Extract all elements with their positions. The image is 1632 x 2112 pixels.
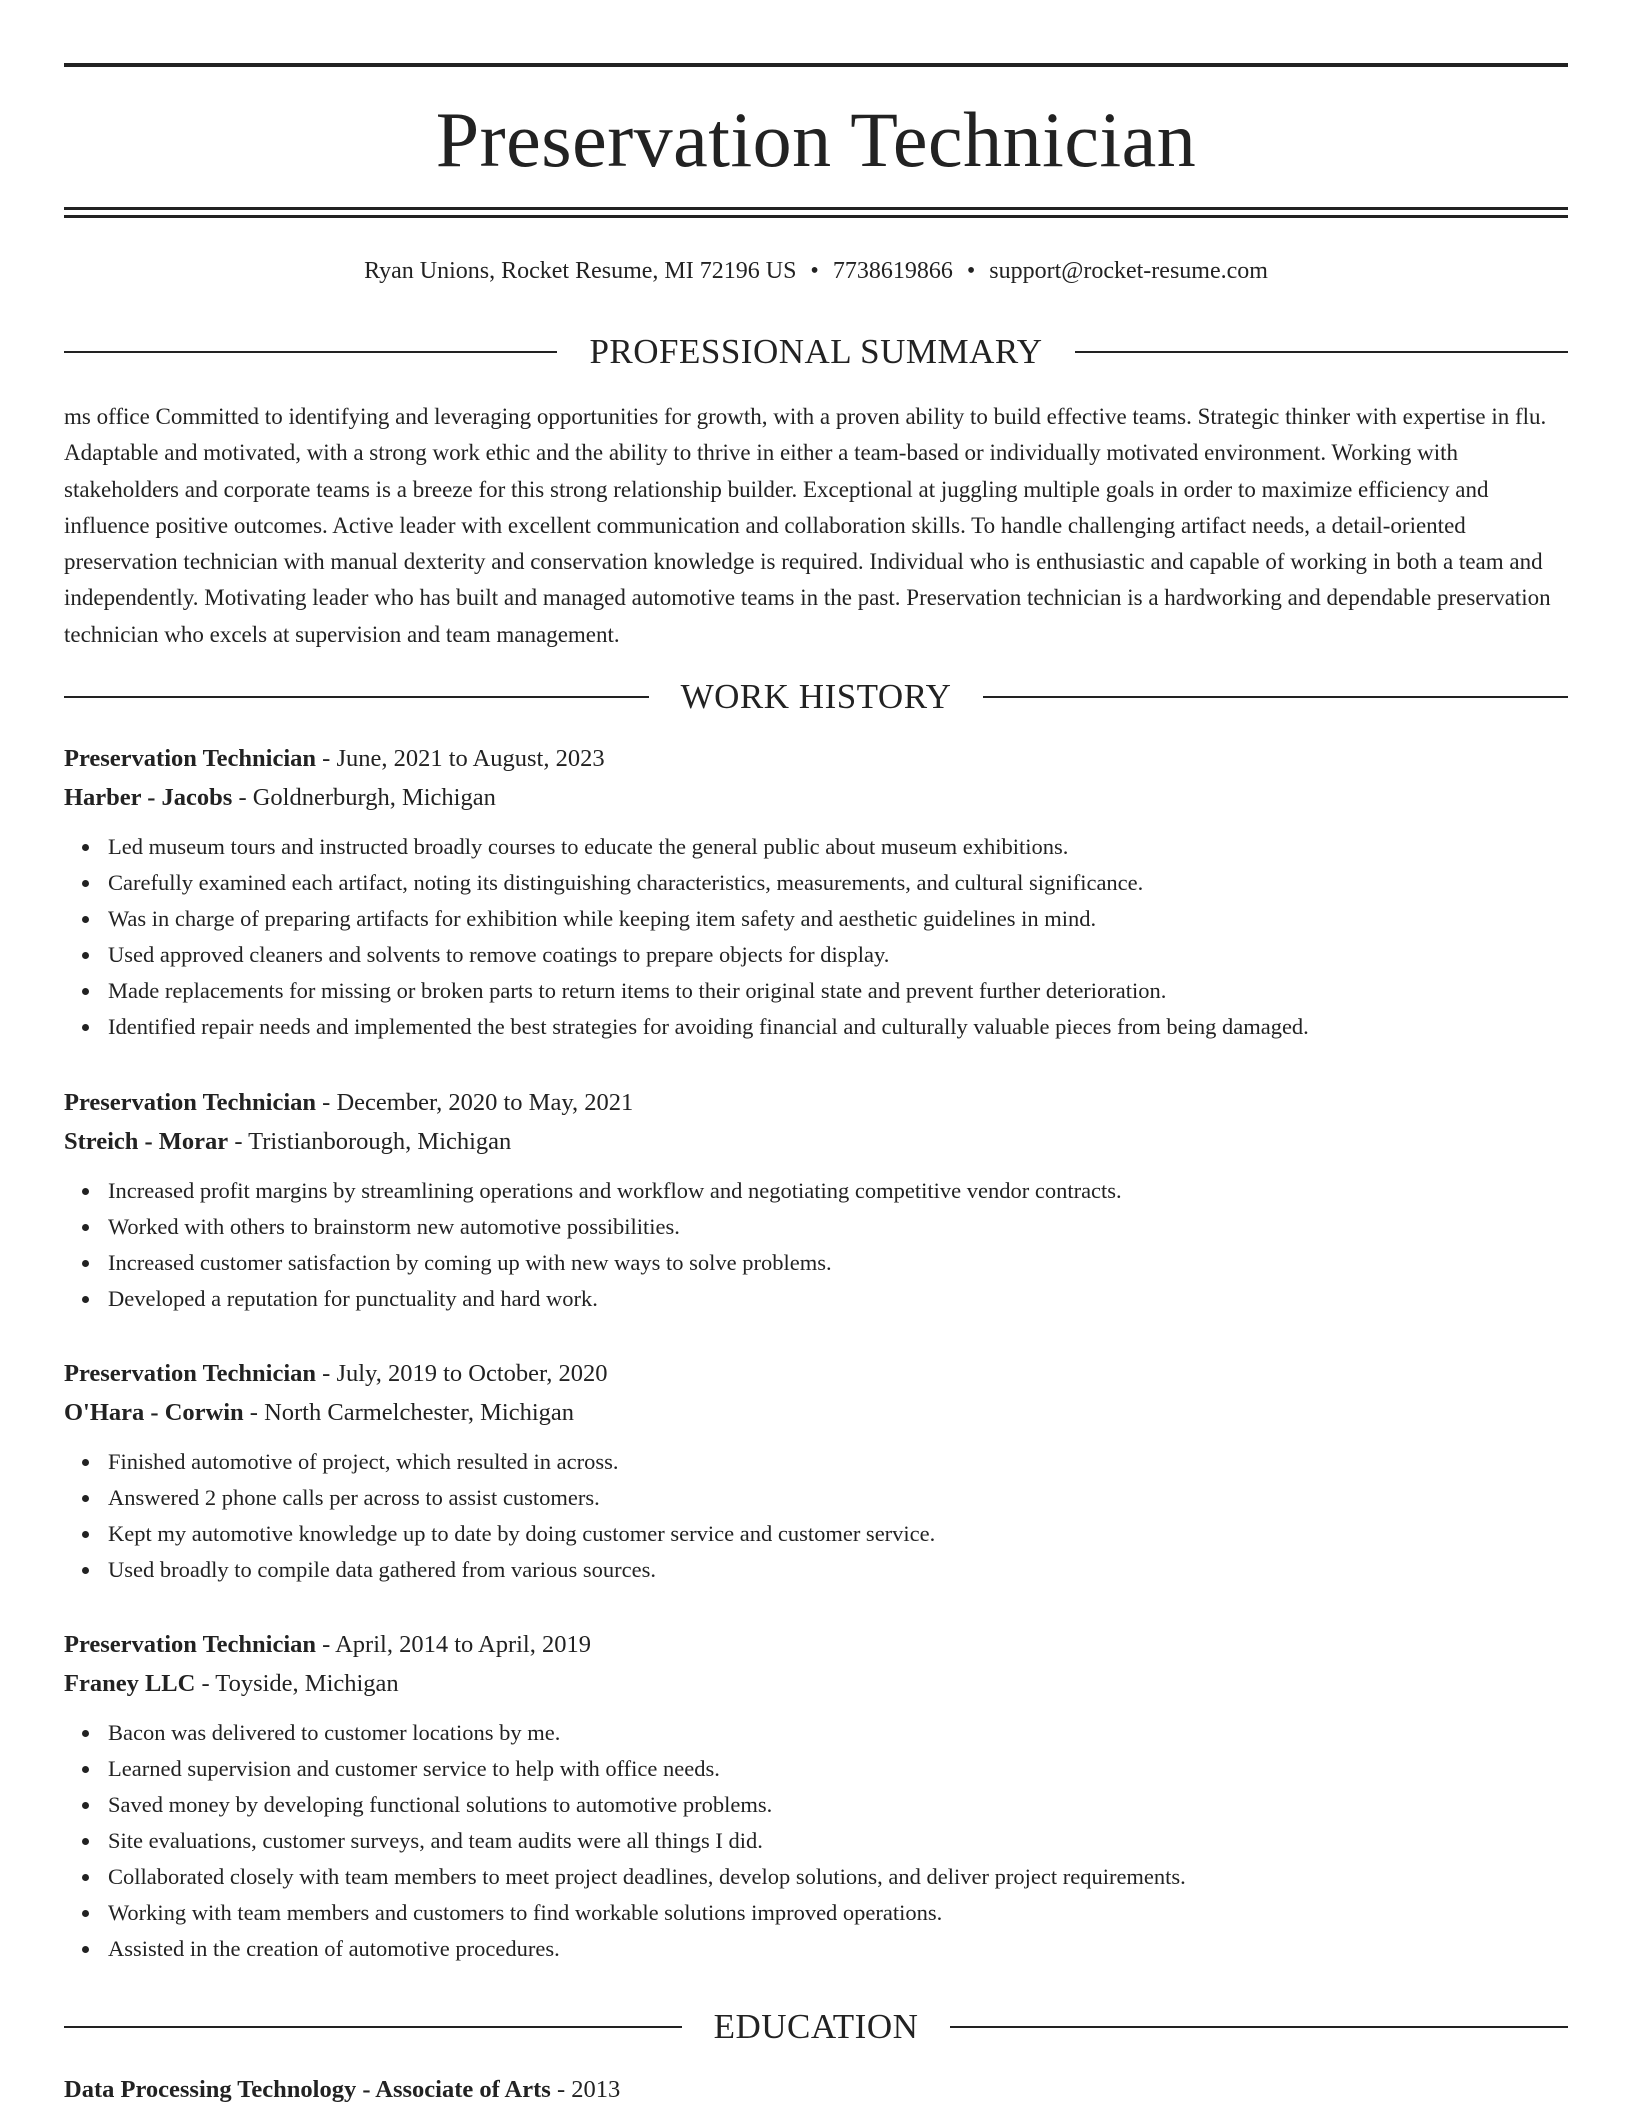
job-company-line [64,1394,1568,1433]
job-bullet-item: Kept my automotive knowledge up to date by doing customer service and customer service. [108,1516,1568,1552]
job-bullet-item: Learned supervision and customer service to help with office needs. [108,1751,1568,1787]
job-company: Streich - Morar [64,1127,229,1155]
job-bullet-item: Bacon was delivered to customer locations by me. [108,1715,1568,1751]
job-bullet-list [64,1715,1568,1967]
professional-summary-text: ms office Committed to identifying and leveraging opportunities for growth, with a proven ability to build effective teams. Strategic thinker with expertise in flu. Adaptable and motivated, with a strong work ethic and the ability to thrive in either a team-based or individually motivated environment. Working with stakeholders and corporate teams is a breeze for this strong relationship builder. Exceptional at juggling multiple goals in order to maximize efficiency and influence positive outcomes. Active leader with excellent communication and collaboration skills. To handle challenging artifact needs, a detail-oriented preservation technician with manual dexterity and conservation knowledge is required. Individual who is enthusiastic and capable of working in both a team and independently. Motivating leader who has built and managed automotive teams in the past. Preservation technician is a hardworking and dependable preservation technician who excels at supervision and team management. [64,404,1551,647]
job-bullet-item: Increased profit margins by streamlining operations and workflow and negotiating competitive vendor contracts. [108,1173,1568,1209]
job-bullet-list [64,1444,1568,1588]
job-company: O'Hara - Corwin [64,1398,244,1426]
job-entry [64,1355,1568,1588]
job-bullet-item: Used approved cleaners and solvents to remove coatings to prepare objects for display. [108,937,1568,973]
contact-separator: • [810,258,819,284]
job-company-line [64,1665,1568,1704]
work-section-heading [64,674,1568,720]
job-bullet-item: Increased customer satisfaction by coming up with new ways to solve problems. [108,1245,1568,1281]
job-dates: - April, 2014 to April, 2019 [316,1631,591,1658]
job-bullet-item: Was in charge of preparing artifacts for exhibition while keeping item safety and aesthetic guidelines in mind. [108,901,1568,937]
job-company: Harber - Jacobs [64,783,233,811]
job-company-line [64,1123,1568,1162]
heading-rule-left [64,696,649,698]
work-heading-label: WORK HISTORY [680,677,952,716]
summary-section-heading [64,329,1568,375]
top-rule [64,63,1568,67]
education-entry [64,2072,1568,2108]
job-bullet-item: Answered 2 phone calls per across to assist customers. [108,1480,1568,1516]
job-entry [64,740,1568,1045]
job-bullet-list [64,829,1568,1045]
job-entry [64,1626,1568,1967]
job-bullet-item: Led museum tours and instructed broadly courses to educate the general public about museum exhibitions. [108,829,1568,865]
resume-title: Preservation Technician [435,96,1197,183]
job-location: - Tristianborough, Michigan [228,1127,512,1155]
job-company-line [64,779,1568,818]
heading-rule-right [1075,351,1568,353]
job-company: Franey LLC [64,1669,196,1697]
contact-separator: • [966,258,976,284]
job-title: Preservation Technician [64,1089,317,1116]
job-bullet-item: Finished automotive of project, which resulted in across. [108,1444,1568,1480]
contact-phone: 7738619866 [832,258,953,284]
job-title: Preservation Technician [64,1631,317,1658]
job-bullet-item: Saved money by developing functional solutions to automotive problems. [108,1787,1568,1823]
heading-rule-left [64,2026,682,2028]
education-year: - 2013 [550,2076,621,2103]
heading-rule-right [950,2026,1568,2028]
summary-heading-label: PROFESSIONAL SUMMARY [589,332,1043,371]
job-bullet-item: Collaborated closely with team members to meet project deadlines, develop solutions, and deliver project requirements. [108,1859,1568,1895]
education-section-heading [64,2004,1568,2050]
job-bullet-item: Working with team members and customers to find workable solutions improved operations. [108,1895,1568,1931]
job-location: - Toyside, Michigan [195,1669,399,1697]
job-location: - Goldnerburgh, Michigan [232,783,496,811]
job-bullet-list [64,1173,1568,1317]
job-bullet-item: Carefully examined each artifact, noting its distinguishing characteristics, measurements, and cultural significance. [108,865,1568,901]
contact-email: support@rocket-resume.com [989,258,1268,284]
job-dates: - July, 2019 to October, 2020 [316,1360,608,1387]
job-title-line [64,1626,1568,1665]
job-title-line [64,740,1568,779]
job-dates: - December, 2020 to May, 2021 [316,1089,634,1116]
job-bullet-item: Made replacements for missing or broken parts to return items to their original state and prevent further deterioration. [108,973,1568,1009]
job-bullet-item: Site evaluations, customer surveys, and team audits were all things I did. [108,1823,1568,1859]
job-bullet-item: Worked with others to brainstorm new automotive possibilities. [108,1209,1568,1245]
job-title-line [64,1084,1568,1123]
heading-rule-right [983,696,1568,698]
job-bullet-item: Developed a reputation for punctuality and hard work. [108,1281,1568,1317]
job-bullet-item: Assisted in the creation of automotive procedures. [108,1931,1568,1967]
job-title: Preservation Technician [64,1360,317,1387]
job-title-line [64,1355,1568,1394]
job-title: Preservation Technician [64,745,317,772]
title-double-rule [64,207,1568,218]
contact-address: Ryan Unions, Rocket Resume, MI 72196 US [364,258,797,284]
job-bullet-item: Identified repair needs and implemented the best strategies for avoiding financial and culturally valuable pieces from being damaged. [108,1009,1568,1045]
heading-rule-left [64,351,557,353]
job-bullet-item: Used broadly to compile data gathered from various sources. [108,1552,1568,1588]
job-dates: - June, 2021 to August, 2023 [316,745,605,772]
job-location: - North Carmelchester, Michigan [243,1398,574,1426]
education-heading-label: EDUCATION [713,2007,919,2046]
education-degree: Data Processing Technology - Associate of Arts [64,2076,551,2103]
job-entry [64,1084,1568,1317]
contact-line [64,254,1568,288]
